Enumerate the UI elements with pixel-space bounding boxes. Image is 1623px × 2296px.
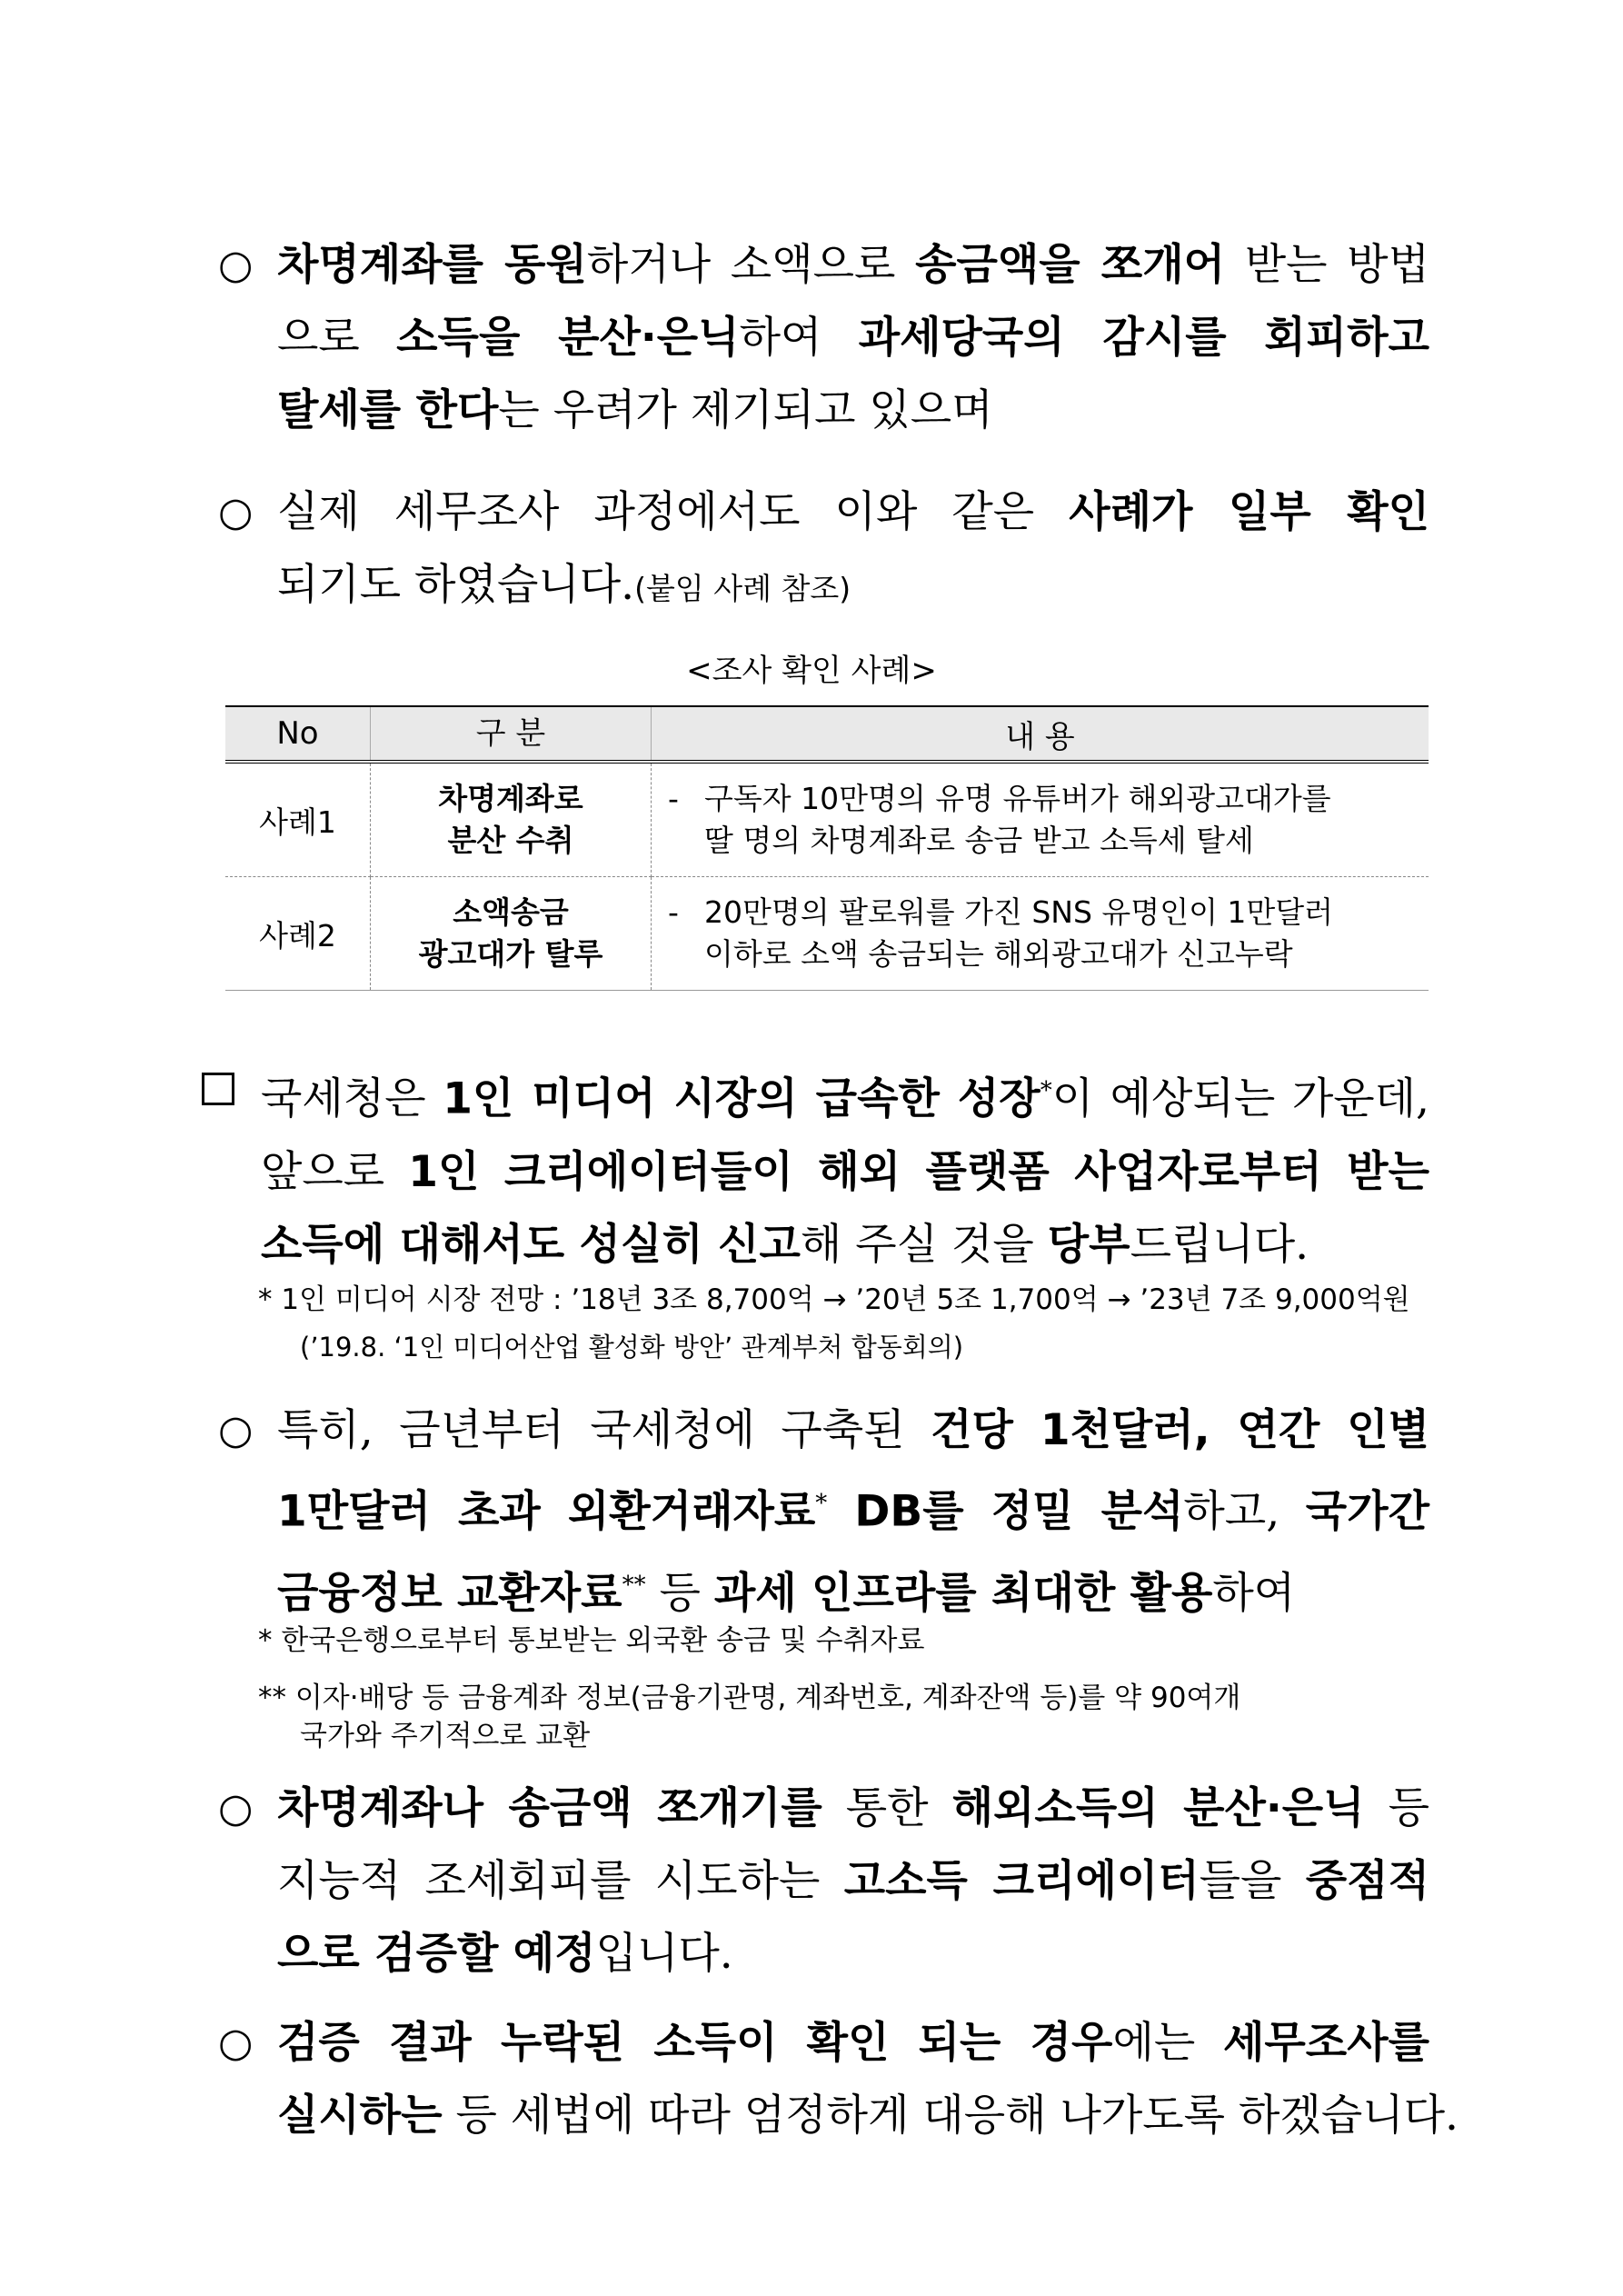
- paragraph-5: [277, 1772, 1429, 1991]
- cell-category: 차명계좌로 분산 수취: [371, 762, 652, 877]
- paragraph-2-line-2: 되기도 하였습니다.(붙임 사례 참조): [277, 560, 851, 610]
- circle-bullet-icon: ○: [218, 2020, 254, 2066]
- paragraph-3-line-3: 소득에 대해서도 성실히 신고해 주실 것을 당부드립니다.: [261, 1219, 1309, 1270]
- cell-no: 사례1: [225, 762, 371, 877]
- table-header-row: [225, 706, 1429, 762]
- circle-bullet-icon: ○: [218, 1785, 254, 1832]
- case-table: [225, 705, 1429, 991]
- paragraph-1-line-2: 으로 소득을 분산·은닉하여 과세당국의 감시를 회피하고: [277, 313, 1430, 363]
- paragraph-2: [277, 476, 1429, 625]
- paragraph-6-line-1: 검증 결과 누락된 소득이 확인 되는 경우에는 세무조사를: [277, 2018, 1430, 2068]
- cell-category: 소액송금 광고대가 탈루: [371, 877, 652, 991]
- paragraph-4-line-1: 특히, 금년부터 국세청에 구축된 건당 1천달러, 연간 인별: [277, 1405, 1429, 1455]
- footnote-financial-info-cont: 국가와 주기적으로 교환: [300, 1720, 591, 1752]
- footnote-media-market: * 1인 미디어 시장 전망 : ’18년 3조 8,700억 → ’20년 5조 1,700억 → ’23년 7조 9,000억원: [258, 1283, 1410, 1316]
- paragraph-3-line-1: 국세청은 1인 미디어 시장의 급속한 성장*이 예상되는 가운데,: [261, 1073, 1429, 1124]
- paragraph-3: [261, 1054, 1429, 1282]
- header-content: 내 용: [652, 706, 1429, 762]
- paragraph-5-line-2: 지능적 조세회피를 시도하는 고소득 크리에이터들을 중점적: [277, 1856, 1429, 1906]
- circle-bullet-icon: ○: [218, 489, 254, 535]
- table-caption: <조사 확인 사례>: [686, 653, 937, 689]
- paragraph-6-line-2: 실시하는 등 세법에 따라 엄정하게 대응해 나가도록 하겠습니다.: [277, 2091, 1459, 2141]
- paragraph-5-line-3: 으로 검증할 예정입니다.: [277, 1929, 733, 1979]
- footnote-source: (’19.8. ‘1인 미디어산업 활성화 방안’ 관계부처 합동회의): [300, 1332, 964, 1363]
- footnote-financial-info: ** 이자·배당 등 금융계좌 정보(금융기관명, 계좌번호, 계좌잔액 등)를 약 90여개: [258, 1682, 1241, 1714]
- paragraph-1-line-1: 차명계좌를 동원하거나 소액으로 송금액을 쪼개어 받는 방법: [277, 240, 1429, 290]
- footnote-fx-data: * 한국은행으로부터 통보받는 외국환 송금 및 수취자료: [258, 1624, 925, 1657]
- paragraph-2-line-1: 실제 세무조사 과정에서도 이와 같은 사례가 일부 확인: [277, 487, 1429, 537]
- paragraph-1: [277, 229, 1429, 447]
- header-category: 구 분: [371, 706, 652, 762]
- paragraph-1-line-3: 탈세를 한다는 우려가 제기되고 있으며: [277, 385, 993, 435]
- paragraph-3-line-2: 앞으로 1인 크리에이터들이 해외 플랫폼 사업자로부터 받는: [261, 1146, 1429, 1197]
- paragraph-5-line-1: 차명계좌나 송금액 쪼개기를 통한 해외소득의 분산·은닉 등: [277, 1783, 1429, 1833]
- table-row: [225, 877, 1429, 991]
- paragraph-4-line-3: 금융정보 교환자료** 등 과세 인프라를 최대한 활용하여: [277, 1568, 1296, 1619]
- paragraph-4-line-2: 1만달러 초과 외환거래자료* DB를 정밀 분석하고, 국가간: [277, 1486, 1430, 1537]
- circle-bullet-icon: ○: [218, 1407, 254, 1453]
- cell-content: - 20만명의 팔로워를 가진 SNS 유명인이 1만달러 이하로 소액 송금되는 해외광고대가 신고누락: [652, 877, 1429, 991]
- header-no: No: [225, 706, 371, 762]
- circle-bullet-icon: ○: [218, 242, 254, 288]
- square-bullet-icon: [202, 1073, 234, 1105]
- table-row: [225, 762, 1429, 877]
- cell-content: - 구독자 10만명의 유명 유튜버가 해외광고대가를 딸 명의 차명계좌로 송금 받고 소득세 탈세: [652, 762, 1429, 877]
- cell-no: 사례2: [225, 877, 371, 991]
- paragraph-6: [277, 2007, 1459, 2152]
- paragraph-4: [277, 1394, 1429, 1630]
